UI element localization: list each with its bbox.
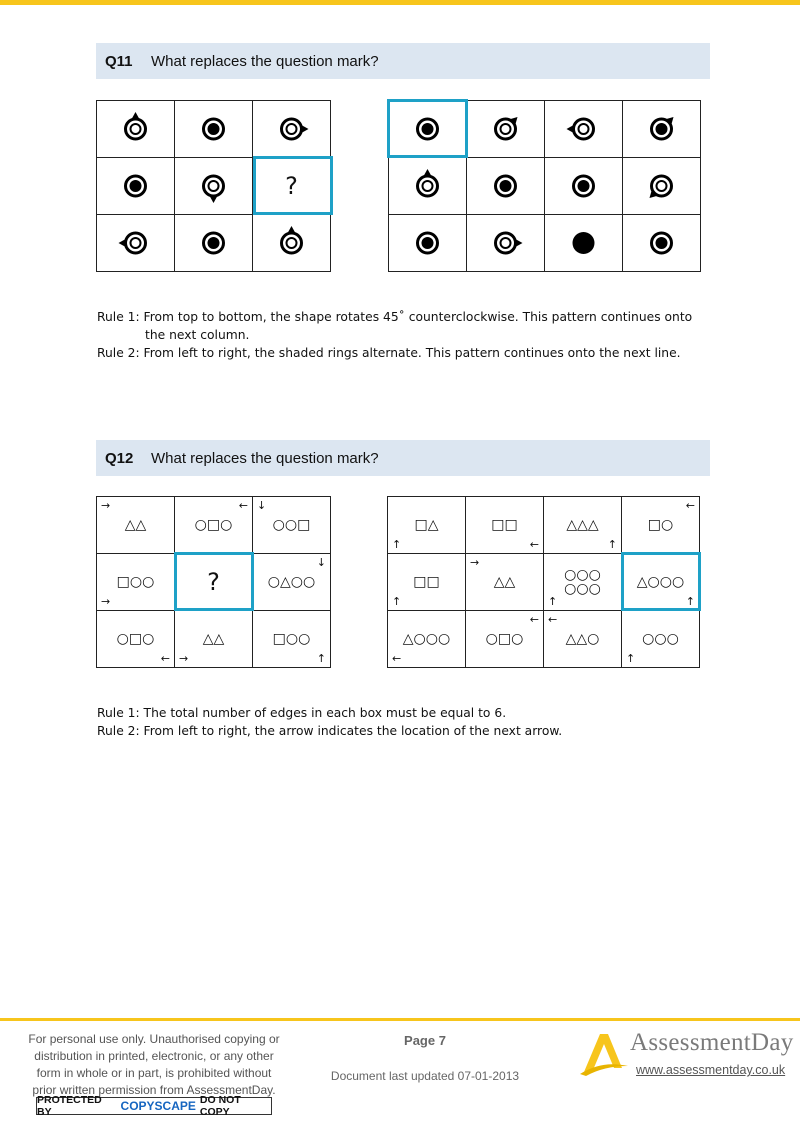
last-updated: Document last updated 07-01-2013: [330, 1069, 520, 1083]
q11-header: [96, 43, 710, 79]
question-mark: ?: [207, 568, 220, 596]
grid-cell: [253, 101, 331, 158]
notice-line: form in whole or in part, is prohibited without: [36, 1066, 272, 1080]
ring-symbol-icon: [97, 215, 174, 271]
shape-sequence: □○○: [272, 631, 311, 647]
grid-cell[interactable]: [623, 215, 701, 272]
grid-cell[interactable]: [389, 158, 467, 215]
ring-symbol-icon: [545, 101, 622, 157]
ring-symbol-icon: [175, 101, 252, 157]
ring-symbol-icon: [623, 215, 700, 271]
grid-cell: [175, 497, 253, 554]
ring-symbol-icon: [389, 215, 466, 271]
q11-rule-2: Rule 2: From left to right, the shaded rings alternate. This pattern continues onto the next line.: [97, 346, 681, 360]
q11-rules: [97, 308, 692, 362]
page-number: Page 7: [404, 1033, 446, 1048]
shape-sequence: ○○○ ○○○: [564, 567, 601, 597]
inner-ring-icon: [208, 237, 220, 249]
direction-arrow-icon: →: [470, 556, 480, 569]
grid-cell[interactable]: [544, 611, 622, 668]
notice-line: distribution in printed, electronic, or any other: [34, 1049, 274, 1063]
q11-rule-1: Rule 1: From top to bottom, the shape rotates 45˚ counterclockwise. This pattern continues onto: [97, 310, 693, 324]
grid-cell[interactable]: [623, 158, 701, 215]
ring-symbol-icon: [623, 101, 700, 157]
shape-sequence: ○△○○: [267, 574, 316, 590]
grid-cell[interactable]: [622, 497, 700, 554]
question-mark: ?: [285, 172, 298, 200]
q11-question-highlight: [253, 156, 333, 215]
q11-rule-1-cont: the next column.: [145, 328, 250, 342]
grid-cell: [175, 611, 253, 668]
ring-symbol-icon: [545, 158, 622, 214]
grid-cell: [97, 554, 175, 611]
grid-cell[interactable]: [389, 215, 467, 272]
direction-arrow-icon: →: [101, 595, 111, 608]
q11-prompt: What replaces the question mark?: [151, 52, 379, 70]
grid-cell[interactable]: [388, 497, 466, 554]
inner-ring-icon: [579, 124, 589, 134]
inner-ring-icon: [656, 237, 668, 249]
copyscape-badge[interactable]: [36, 1094, 272, 1118]
grid-cell[interactable]: [388, 554, 466, 611]
grid-cell[interactable]: [544, 554, 622, 611]
shape-sequence: △△○: [565, 631, 600, 647]
grid-cell: [175, 158, 253, 215]
direction-arrow-icon: ↓: [316, 556, 326, 569]
outer-ring-icon: [573, 232, 595, 254]
direction-arrow-icon: ↑: [316, 652, 326, 665]
inner-ring-icon: [501, 238, 511, 248]
direction-arrow-icon: ←: [160, 652, 170, 665]
copyright-notice: [20, 1031, 288, 1099]
inner-ring-icon: [423, 181, 433, 191]
grid-cell: [175, 101, 253, 158]
inner-ring-icon: [209, 181, 219, 191]
ring-symbol-icon: [97, 158, 174, 214]
inner-ring-icon: [130, 180, 142, 192]
grid-cell[interactable]: [545, 158, 623, 215]
direction-arrow-icon: ↑: [685, 595, 695, 608]
q12-rules: [97, 704, 562, 740]
direction-arrow-icon: ←: [548, 613, 558, 626]
grid-cell: [97, 497, 175, 554]
logo-text: AssessmentDay: [630, 1029, 794, 1056]
notice-line: prior written permission from AssessmentDay.: [32, 1083, 276, 1097]
inner-ring-icon: [131, 124, 141, 134]
grid-cell: [253, 215, 331, 272]
grid-cell: [175, 215, 253, 272]
ring-symbol-icon: [253, 215, 330, 271]
inner-ring-icon: [287, 124, 297, 134]
grid-cell[interactable]: [467, 215, 545, 272]
ring-symbol-icon: [253, 101, 330, 157]
q12-question-highlight: [174, 552, 254, 611]
inner-ring-icon: [208, 123, 220, 135]
inner-ring-icon: [501, 124, 511, 134]
top-accent-bar: [0, 0, 800, 5]
ring-symbol-icon: [545, 215, 622, 271]
shape-sequence: △△△: [566, 517, 599, 533]
grid-cell: [97, 611, 175, 668]
ring-symbol-icon: [97, 101, 174, 157]
grid-cell[interactable]: [467, 158, 545, 215]
grid-cell[interactable]: [466, 497, 544, 554]
grid-cell[interactable]: [545, 101, 623, 158]
grid-cell: [97, 158, 175, 215]
inner-ring-icon: [500, 180, 512, 192]
shape-sequence: △△: [124, 517, 147, 533]
shape-sequence: ○□○: [116, 631, 155, 647]
grid-cell: [253, 554, 331, 611]
direction-arrow-icon: ↑: [548, 595, 558, 608]
shape-sequence: ○□○: [485, 631, 524, 647]
shape-sequence: △△: [493, 574, 516, 590]
direction-arrow-icon: ←: [529, 538, 539, 551]
inner-ring-icon: [287, 238, 297, 248]
grid-cell: [97, 215, 175, 272]
direction-arrow-icon: ←: [685, 499, 695, 512]
grid-cell[interactable]: [544, 497, 622, 554]
direction-arrow-icon: ↓: [257, 499, 267, 512]
ring-symbol-icon: [467, 101, 544, 157]
shape-sequence: □□: [491, 517, 518, 533]
ring-symbol-icon: [467, 215, 544, 271]
ring-symbol-icon: [389, 158, 466, 214]
ring-symbol-icon: [175, 158, 252, 214]
grid-cell[interactable]: [466, 554, 544, 611]
direction-arrow-icon: →: [179, 652, 189, 665]
grid-cell: [253, 611, 331, 668]
shape-sequence: △○○○: [636, 574, 685, 590]
direction-arrow-icon: ↑: [392, 538, 402, 551]
q11-answer-highlight: [387, 99, 468, 158]
inner-ring-icon: [131, 238, 141, 248]
grid-cell[interactable]: [623, 101, 701, 158]
inner-ring-icon: [657, 181, 667, 191]
notice-line: For personal use only. Unauthorised copying or: [28, 1032, 280, 1046]
grid-cell[interactable]: [545, 215, 623, 272]
q12-prompt: What replaces the question mark?: [151, 449, 379, 467]
shape-sequence: □□: [413, 574, 440, 590]
direction-arrow-icon: ←: [238, 499, 248, 512]
shape-sequence: □△: [414, 517, 439, 533]
inner-ring-icon: [422, 237, 434, 249]
inner-ring-icon: [656, 123, 668, 135]
direction-arrow-icon: ←: [392, 652, 402, 665]
ring-symbol-icon: [467, 158, 544, 214]
shape-sequence: □○: [647, 517, 674, 533]
grid-cell[interactable]: [388, 611, 466, 668]
shape-sequence: △△: [202, 631, 225, 647]
grid-cell[interactable]: [622, 611, 700, 668]
q12-number: Q12: [105, 449, 134, 467]
direction-arrow-icon: ↑: [626, 652, 636, 665]
ring-symbol-icon: [175, 215, 252, 271]
direction-arrow-icon: →: [101, 499, 111, 512]
shape-sequence: ○○○: [642, 631, 679, 647]
q12-rule-1: Rule 1: The total number of edges in each box must be equal to 6.: [97, 706, 507, 720]
direction-arrow-icon: ↑: [607, 538, 617, 551]
direction-arrow-icon: ←: [529, 613, 539, 626]
copyscape-brand: COPYSCAPE: [120, 1099, 196, 1113]
copyscape-suffix: DO NOT COPY: [199, 1094, 241, 1118]
grid-cell: [97, 101, 175, 158]
q12-answer-highlight: [621, 552, 701, 611]
inner-ring-icon: [578, 180, 590, 192]
grid-cell[interactable]: [466, 611, 544, 668]
website-link[interactable]: www.assessmentday.co.uk: [636, 1063, 786, 1077]
q12-rule-2: Rule 2: From left to right, the arrow indicates the location of the next arrow.: [97, 724, 563, 738]
shape-sequence: ○○□: [272, 517, 311, 533]
ring-symbol-icon: [623, 158, 700, 214]
grid-cell: [253, 497, 331, 554]
shape-sequence: △○○○: [402, 631, 451, 647]
copyscape-prefix: PROTECTED BY: [37, 1094, 102, 1118]
q12-header: [96, 440, 710, 476]
shape-sequence: ○□○: [194, 517, 233, 533]
footer-accent-line: [0, 1018, 800, 1021]
assessmentday-logo-icon: [578, 1030, 630, 1078]
shape-sequence: □○○: [116, 574, 155, 590]
direction-arrow-icon: ↑: [392, 595, 402, 608]
grid-cell[interactable]: [467, 101, 545, 158]
q11-number: Q11: [105, 52, 133, 70]
